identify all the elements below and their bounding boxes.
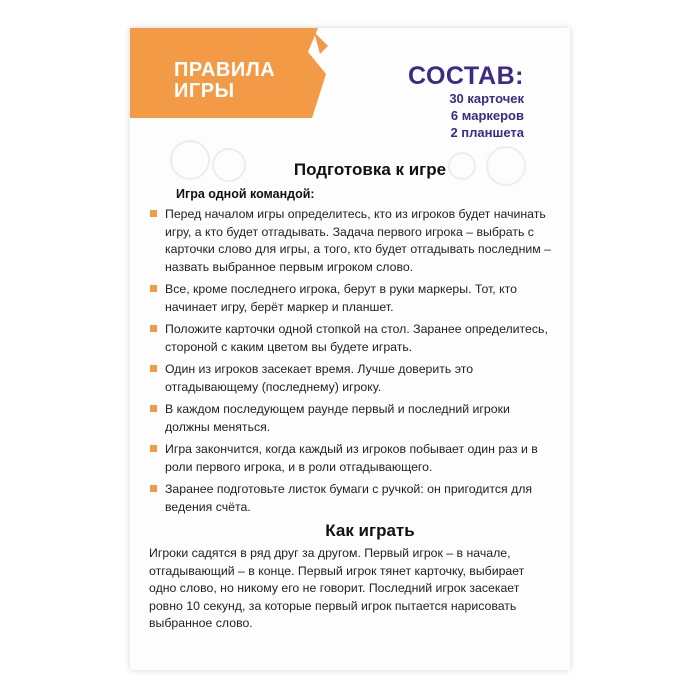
how-to-play-text: Игроки садятся в ряд друг за другом. Первый игрок – в начале, отгадывающий – в конце. Первый игрок тянет карточку, выбирает одно слово, но никому его не говорит. Последний игрок засекает ровно 10 секунд, за которые первый игрок пытается нарисовать выбранное слово. xyxy=(149,546,525,630)
square-bullet-icon xyxy=(150,445,157,452)
rule-item xyxy=(146,481,554,516)
square-bullet-icon xyxy=(150,405,157,412)
rule-text: Игра закончится, когда каждый из игроков побывает один раз и в роли первого игрока, и в роли отгадывающего. xyxy=(165,442,538,474)
composition-item: 2 планшета xyxy=(450,125,524,140)
rule-item xyxy=(146,361,554,396)
composition-title: СОСТАВ: xyxy=(408,62,524,90)
square-bullet-icon xyxy=(150,485,157,492)
rules-sheet xyxy=(130,28,570,670)
banner-title: ПРАВИЛА ИГРЫ xyxy=(174,59,276,102)
square-bullet-icon xyxy=(150,285,157,292)
rule-text: Положите карточки одной стопкой на стол. Заранее определитесь, стороной с каким цветом вы будете играть. xyxy=(165,322,548,354)
composition-item: 6 маркеров xyxy=(450,108,524,123)
how-to-play-title: Как играть xyxy=(325,521,415,540)
square-bullet-icon xyxy=(150,365,157,372)
rule-text: Все, кроме последнего игрока, берут в руки маркеры. Тот, кто начинает игру, берёт маркер и планшет. xyxy=(165,282,517,314)
rule-item xyxy=(146,321,554,356)
banner-accent xyxy=(314,32,328,54)
rule-item xyxy=(146,281,554,316)
rule-text: В каждом последующем раунде первый и последний игроки должны меняться. xyxy=(165,402,510,434)
rule-text: Один из игроков засекает время. Лучше доверить это отгадывающему (последнему) игроку. xyxy=(165,362,474,394)
square-bullet-icon xyxy=(150,210,157,217)
rules-content xyxy=(146,160,554,633)
one-team-subheading: Игра одной командой: xyxy=(176,187,315,201)
rule-item xyxy=(146,401,554,436)
square-bullet-icon xyxy=(150,325,157,332)
preparation-title: Подготовка к игре xyxy=(293,160,447,179)
rule-item xyxy=(146,441,554,476)
rule-item xyxy=(146,206,554,276)
rule-text: Перед началом игры определитесь, кто из игроков будет начинать игру, а кто будет отгадывать. Задача первого игрока – выбрать с карточки слово для игры, а того, кто будет отгадывать последним – назвать выбранное первым игроком слово. xyxy=(165,207,551,274)
rule-text: Заранее подготовьте листок бумаги с ручкой: он пригодится для ведения счёта. xyxy=(165,482,533,514)
composition-block xyxy=(408,62,524,141)
composition-item: 30 карточек xyxy=(449,91,524,106)
